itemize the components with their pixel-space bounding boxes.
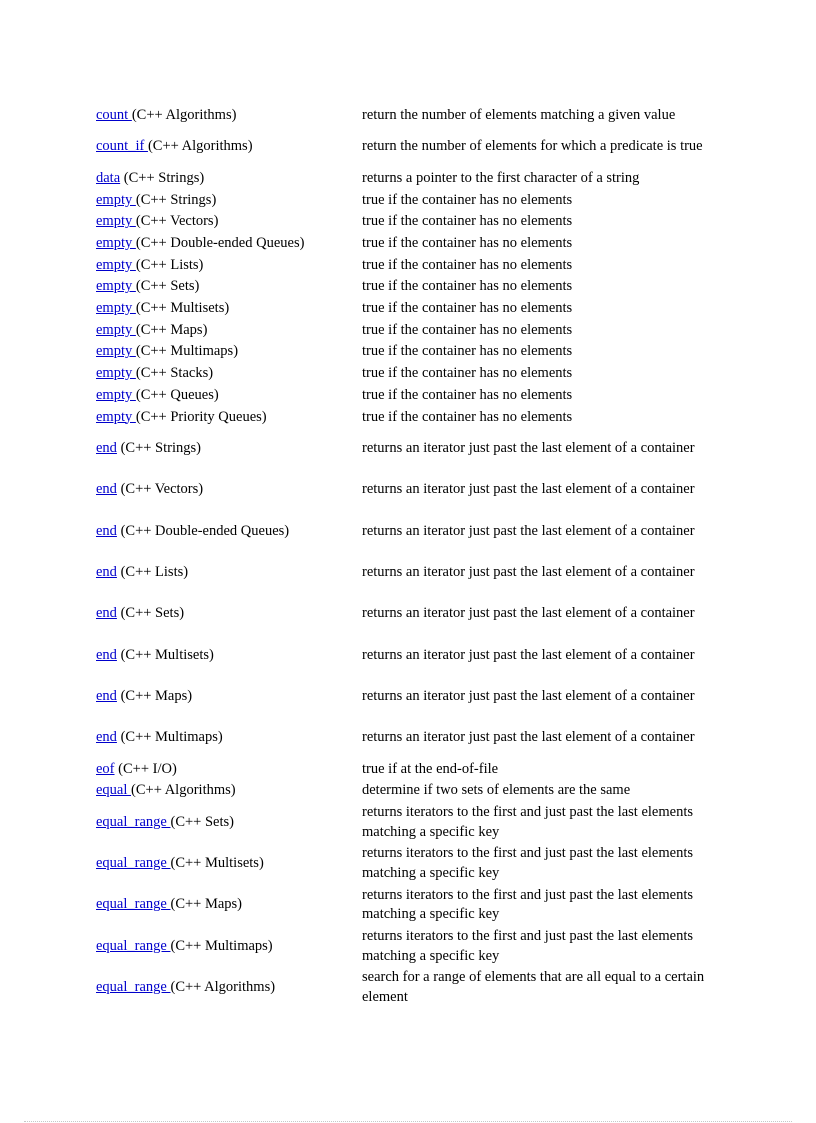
function-category: (C++ Stacks) [135,365,214,382]
function-link[interactable]: end [96,687,117,704]
function-category: (C++ Algorithms) [170,978,276,995]
function-category: (C++ Maps) [170,896,243,913]
function-link[interactable]: empty [96,386,136,403]
function-description: true if the container has no elements [362,343,573,360]
function-name-cell [96,363,362,385]
function-description: true if the container has no elements [362,256,573,273]
function-description: true if the container has no elements [362,408,573,425]
function-link[interactable]: data [96,169,121,186]
function-description: true if the container has no elements [362,300,573,317]
table-row [96,593,716,634]
table-row [96,255,716,277]
function-description: true if the container has no elements [362,235,573,252]
function-link[interactable]: end [96,729,117,746]
function-name-cell [96,255,362,277]
table-row [96,298,716,320]
function-description: returns an iterator just past the last element of a container [362,687,695,704]
table-row [96,552,716,593]
function-category: (C++ Multisets) [116,646,214,663]
function-category: (C++ Double-ended Queues) [135,235,305,252]
function-description: determine if two sets of elements are the same [362,782,631,799]
function-link[interactable]: empty [96,213,136,230]
function-category: (C++ Multimaps) [116,729,223,746]
function-name-cell [96,780,362,802]
function-name-cell [96,926,362,967]
function-description: returns iterators to the first and just past the last elements matching a specific key [362,927,694,964]
function-category: (C++ Queues) [135,386,219,403]
function-category: (C++ Sets) [170,813,234,830]
table-row [96,967,716,1008]
table-row [96,363,716,385]
function-category: (C++ Double-ended Queues) [116,522,290,539]
function-link[interactable]: end [96,522,117,539]
table-row [96,211,716,233]
function-link[interactable]: count [96,106,132,123]
table-row [96,190,716,212]
table-row [96,717,716,758]
function-link[interactable]: equal_range [96,937,171,954]
function-category: (C++ Lists) [135,256,204,273]
function-category: (C++ Multimaps) [135,343,239,360]
function-category: (C++ Multisets) [170,855,264,872]
table-row [96,233,716,255]
function-link[interactable]: empty [96,256,136,273]
function-link[interactable]: empty [96,321,136,338]
table-row [96,470,716,511]
function-description: true if the container has no elements [362,191,573,208]
table-row [96,407,716,429]
function-link[interactable]: empty [96,365,136,382]
table-row [96,320,716,342]
function-description: true if the container has no elements [362,365,573,382]
table-row [96,759,716,781]
function-category: (C++ Algorithms) [131,782,236,799]
table-row [96,780,716,802]
function-name-cell [96,470,362,511]
function-category: (C++ Lists) [116,563,189,580]
function-name-cell [96,341,362,363]
table-row [96,127,716,168]
function-description: returns an iterator just past the last element of a container [362,729,695,746]
function-description: returns iterators to the first and just past the last elements matching a specific key [362,845,694,881]
function-description: true if the container has no elements [362,321,573,338]
function-name-cell [96,105,362,127]
function-name-cell [96,593,362,634]
function-description: returns an iterator just past the last element of a container [362,481,695,498]
function-link[interactable]: empty [96,408,136,425]
function-link[interactable]: equal_range [96,855,171,872]
function-category: (C++ Algorithms) [147,138,253,155]
function-name-cell [96,298,362,320]
table-row [96,885,716,926]
function-name-cell [96,407,362,429]
function-category: (C++ Multimaps) [170,937,273,954]
function-name-cell [96,233,362,255]
table-row [96,926,716,967]
function-category: (C++ Priority Queues) [135,408,267,425]
function-category: (C++ Strings) [135,191,217,208]
function-name-cell [96,428,362,469]
function-description: true if at the end-of-file [362,760,499,777]
function-description: true if the container has no elements [362,213,573,230]
function-name-cell [96,967,362,1008]
table-row [96,341,716,363]
function-name-cell [96,320,362,342]
function-name-cell [96,759,362,781]
function-description: returns an iterator just past the last element of a container [362,440,695,457]
function-reference-table [96,105,716,1008]
page-bottom-divider [24,1121,792,1122]
function-description: returns an iterator just past the last element of a container [362,522,695,539]
function-name-cell [96,843,362,884]
function-description: return the number of elements matching a given value [362,106,676,123]
function-category: (C++ Vectors) [135,213,219,230]
function-name-cell [96,190,362,212]
function-description: returns a pointer to the first character of a string [362,169,640,186]
function-link[interactable]: end [96,605,117,622]
table-row [96,635,716,676]
function-category: (C++ I/O) [114,760,177,777]
table-row [96,168,716,190]
function-category: (C++ Sets) [135,278,200,295]
function-link[interactable]: equal_range [96,896,171,913]
function-link[interactable]: empty [96,343,136,360]
function-name-cell [96,676,362,717]
table-row [96,105,716,127]
function-name-cell [96,127,362,168]
function-category: (C++ Algorithms) [131,106,237,123]
table-row [96,843,716,884]
function-description: true if the container has no elements [362,386,573,403]
function-category: (C++ Vectors) [116,481,204,498]
function-link[interactable]: empty [96,278,136,295]
function-link[interactable]: end [96,440,117,457]
function-name-cell [96,552,362,593]
table-row [96,676,716,717]
function-reference-body [96,105,716,1008]
table-row [96,428,716,469]
function-link[interactable]: end [96,563,117,580]
function-name-cell [96,717,362,758]
function-description: return the number of elements for which a predicate is true [362,138,703,155]
function-link[interactable]: end [96,646,117,663]
function-name-cell [96,885,362,926]
function-description: returns an iterator just past the last element of a container [362,563,695,580]
function-link[interactable]: count_if [96,138,148,155]
function-name-cell [96,802,362,843]
function-link[interactable]: empty [96,191,136,208]
function-name-cell [96,168,362,190]
function-link[interactable]: end [96,481,117,498]
function-name-cell [96,511,362,552]
function-category: (C++ Sets) [116,605,185,622]
function-link[interactable]: equal_range [96,978,171,995]
function-category: (C++ Maps) [135,321,208,338]
table-row [96,511,716,552]
table-row [96,802,716,843]
function-link[interactable]: empty [96,300,136,317]
function-description: returns iterators to the first and just past the last elements matching a specific key [362,886,694,923]
function-description: returns an iterator just past the last element of a container [362,605,695,622]
function-link[interactable]: equal [96,782,132,799]
function-link[interactable]: empty [96,235,136,252]
function-category: (C++ Maps) [116,687,193,704]
function-name-cell [96,276,362,298]
table-row [96,276,716,298]
function-name-cell [96,211,362,233]
function-category: (C++ Multisets) [135,300,230,317]
function-name-cell [96,385,362,407]
table-row [96,385,716,407]
function-description: returns an iterator just past the last element of a container [362,646,695,663]
function-name-cell [96,635,362,676]
function-category: (C++ Strings) [116,440,201,457]
function-link[interactable]: eof [96,760,115,777]
function-description: search for a range of elements that are all equal to a certain element [362,969,705,1005]
function-description: true if the container has no elements [362,278,573,295]
function-category: (C++ Strings) [120,169,205,186]
function-link[interactable]: equal_range [96,813,171,830]
function-description: returns iterators to the first and just past the last elements matching a specific key [362,803,694,840]
